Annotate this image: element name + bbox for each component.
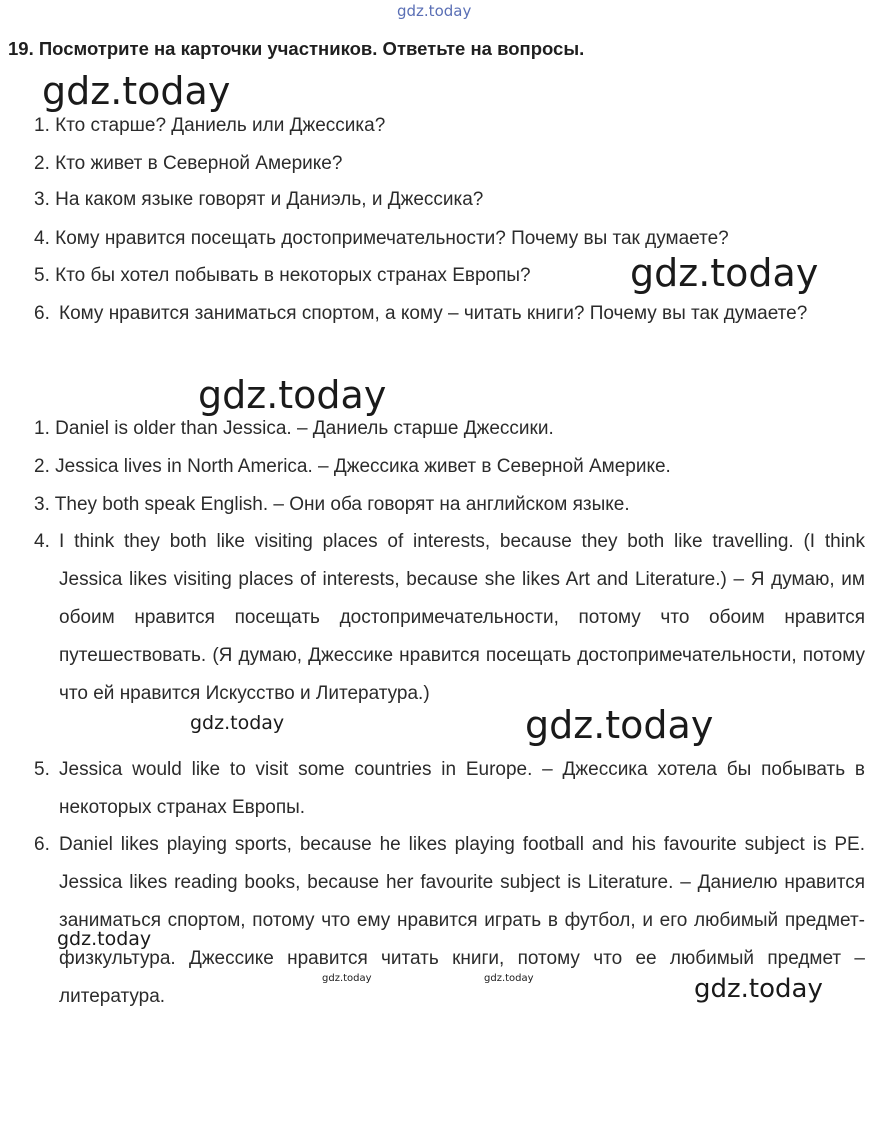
answer-item: 1. Daniel is older than Jessica. – Даниель старше Джессики.: [34, 418, 554, 439]
answer-item: [34, 826, 865, 1016]
watermark-small: gdz.today: [190, 712, 285, 734]
answer-text: Daniel likes playing sports, because he likes playing football and his favourite subject is PE. Jessica likes reading books, because her favourite subject is Literature. – Даниелю нравится заниматься спортом, потому что ему нравится играть в футбол, и его любимый предмет- физкультура. Джессике нравится читать книги, потому что ее любимый предмет – литература.: [59, 834, 865, 1007]
question-item: 1. Кто старше? Даниель или Джессика?: [34, 115, 386, 136]
answer-item: 3. They both speak English. – Они оба говорят на английском языке.: [34, 494, 630, 515]
answer-item: 2. Jessica lives in North America. – Джессика живет в Северной Америке.: [34, 456, 671, 477]
question-item: 4. Кому нравится посещать достопримечательности? Почему вы так думаете?: [34, 228, 729, 249]
question-number: 6.: [34, 303, 50, 324]
watermark-small: gdz.today: [694, 974, 823, 1004]
watermark-tiny: gdz.today: [322, 973, 372, 984]
answer-number: 5.: [34, 759, 50, 780]
watermark-small: gdz.today: [57, 928, 152, 950]
watermark-large: gdz.today: [198, 373, 387, 417]
watermark-large: gdz.today: [42, 69, 231, 113]
question-item: 5. Кто бы хотел побывать в некоторых странах Европы?: [34, 265, 531, 286]
watermark-top: gdz.today: [397, 2, 472, 20]
question-text: Кому нравится заниматься спортом, а кому – читать книги? Почему вы так думаете?: [59, 303, 808, 324]
answer-text: I think they both like visiting places of interests, because they both like travelling. (I think Jessica likes visiting places of interests, because she likes Art and Literature.) – Я думаю, им обоим нравится посещать достопримечательности, потому что обоим нравится путешествовать. (Я думаю, Джессике нравится посещать достопримечательности, потому что ей нравится Искусство и Литература.): [59, 531, 865, 704]
question-item: [34, 295, 865, 333]
question-item: 3. На каком языке говорят и Даниэль, и Джессика?: [34, 189, 484, 210]
exercise-heading: 19. Посмотрите на карточки участников. Ответьте на вопросы.: [8, 38, 585, 59]
answer-item: [34, 523, 865, 713]
answer-number: 4.: [34, 531, 50, 552]
question-item: 2. Кто живет в Северной Америке?: [34, 153, 343, 174]
answer-item: [34, 751, 865, 827]
answer-number: 6.: [34, 834, 50, 855]
watermark-tiny: gdz.today: [484, 973, 534, 984]
watermark-large: gdz.today: [525, 703, 714, 747]
answer-text: Jessica would like to visit some countries in Europe. – Джессика хотела бы побывать в некоторых странах Европы.: [59, 759, 865, 818]
watermark-large: gdz.today: [630, 251, 819, 295]
